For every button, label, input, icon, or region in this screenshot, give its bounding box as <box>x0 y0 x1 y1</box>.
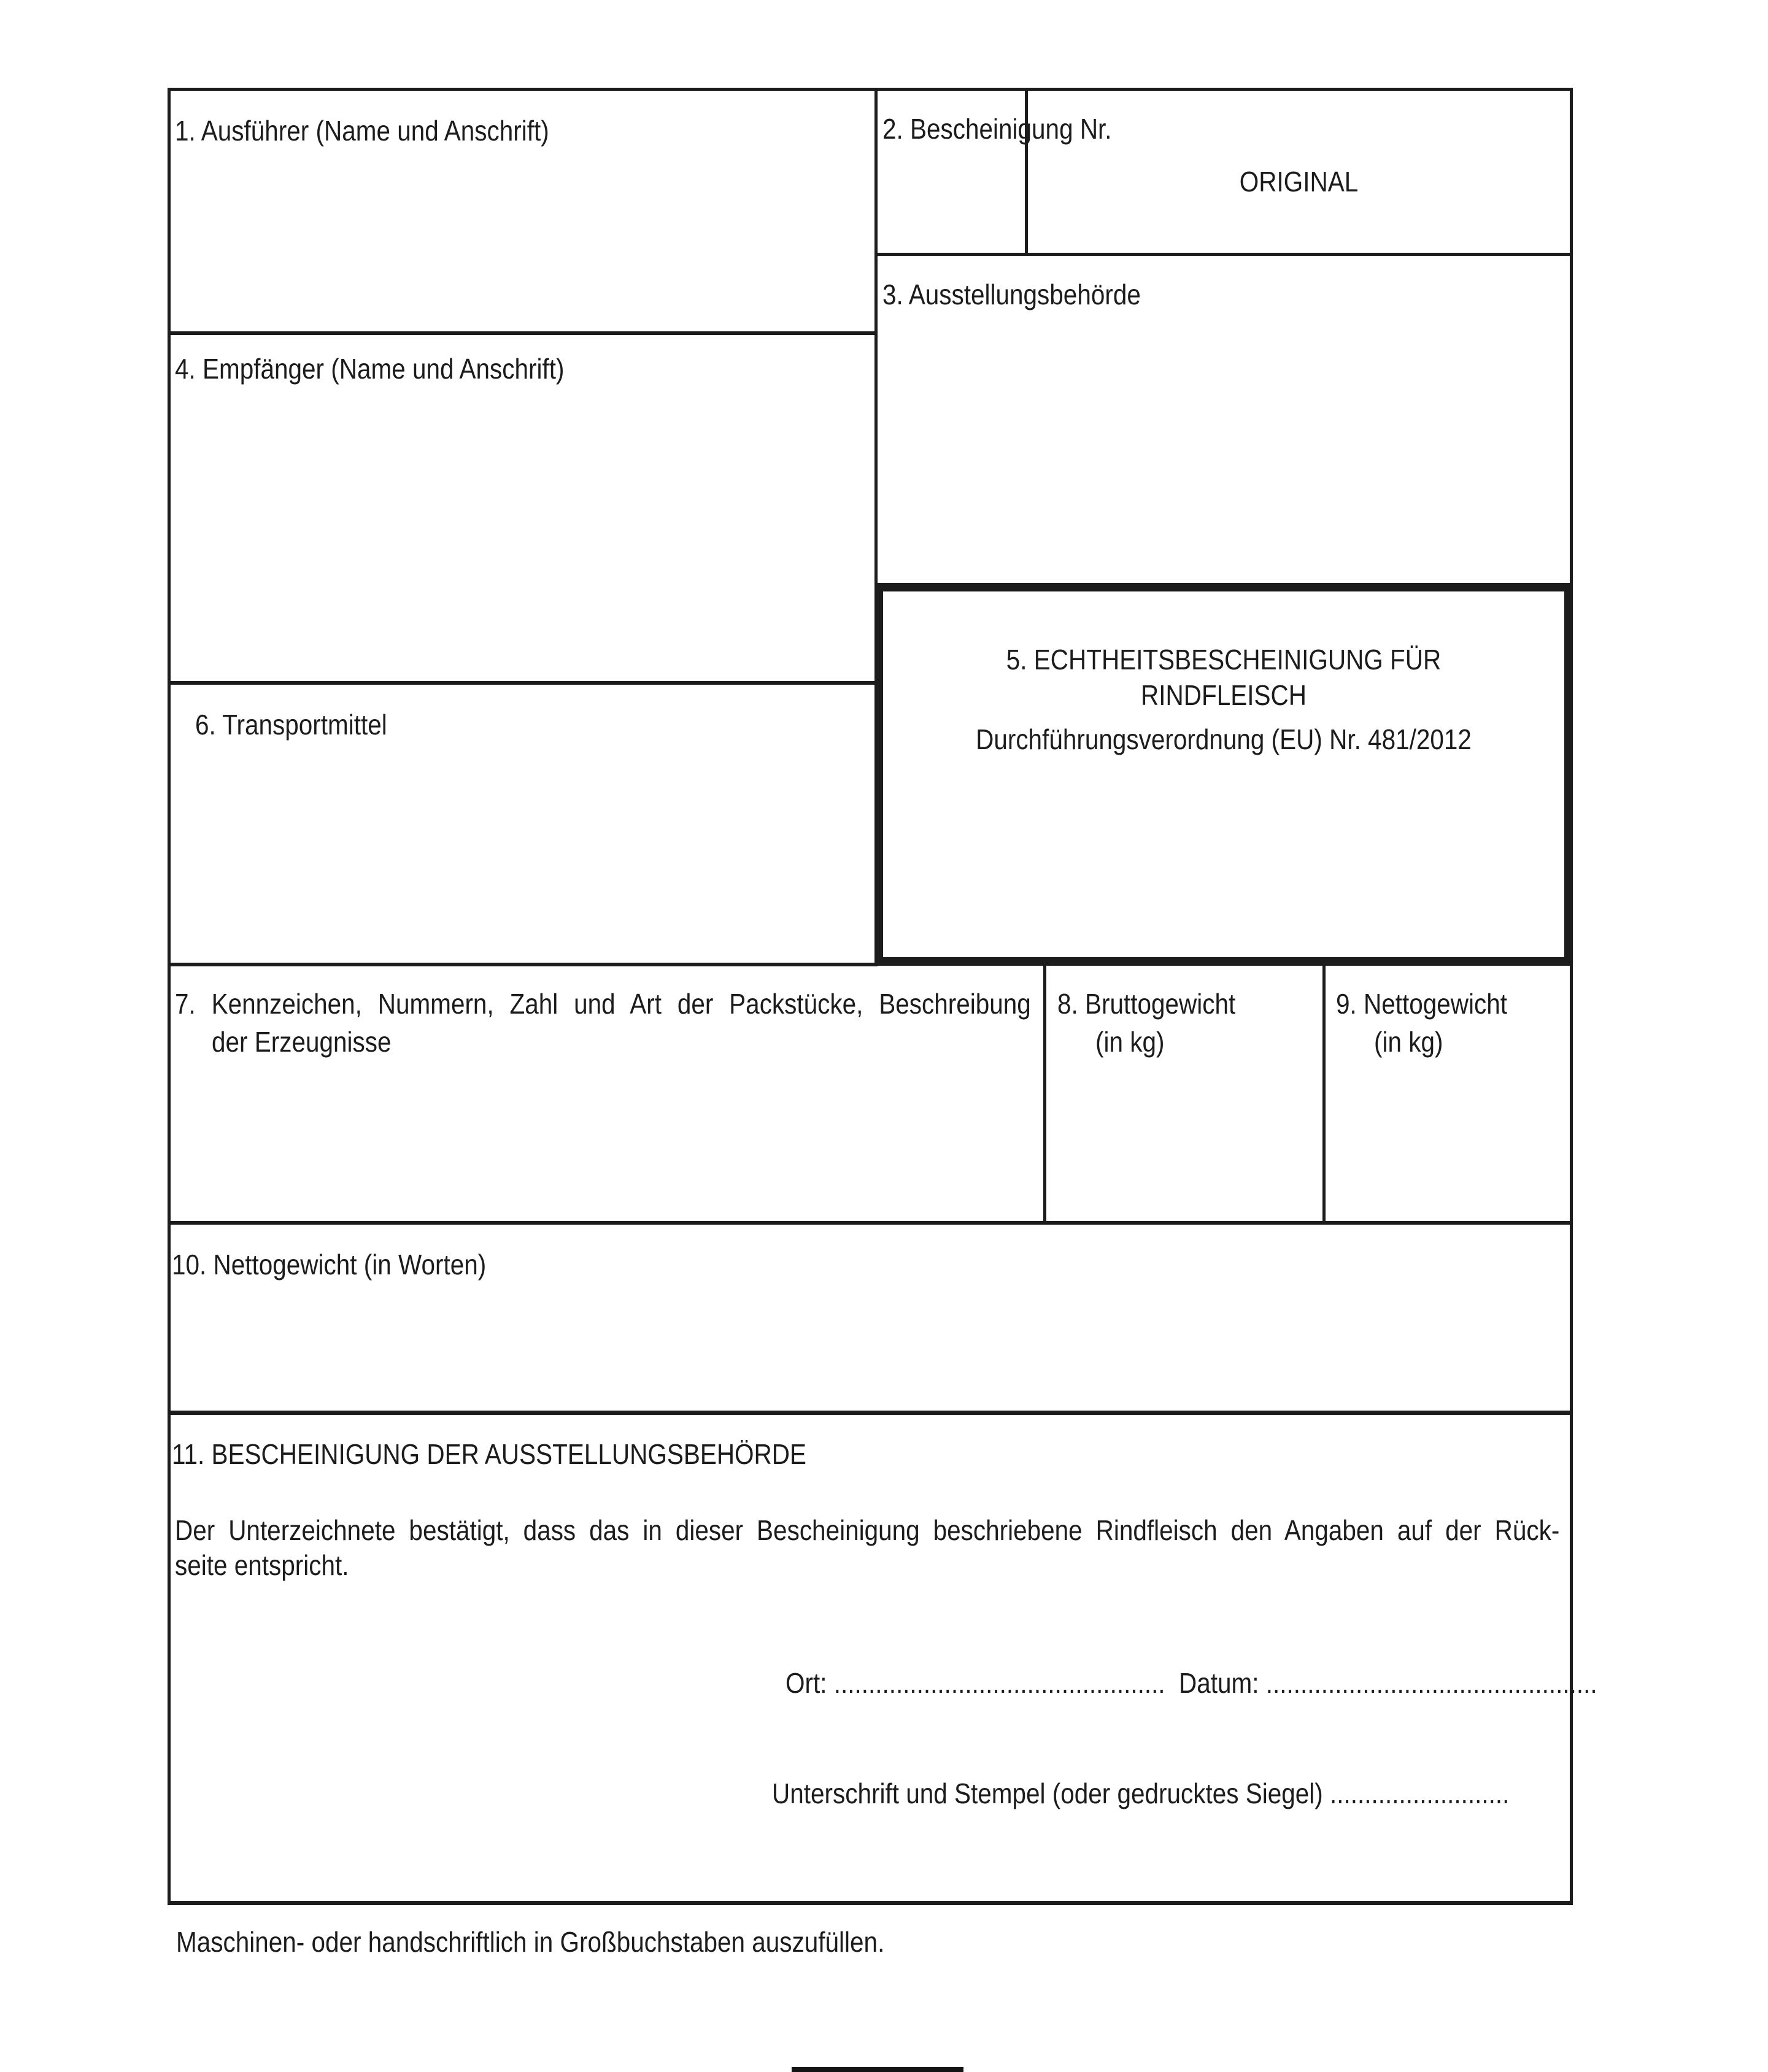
line-box4-bottom <box>168 681 878 685</box>
line-box2-bottom <box>874 253 1573 256</box>
box6-label: 6. Transportmittel <box>195 709 387 741</box>
line-bottom <box>168 1901 1573 1905</box>
signature-dotted-field: .......................... <box>1329 1777 1510 1809</box>
place-label: Ort: <box>786 1667 827 1699</box>
line-box7-box8-divider <box>1043 963 1046 1225</box>
box10-label: 10. Nettogewicht (in Worten) <box>172 1249 487 1281</box>
box3-label: 3. Ausstellungsbehörde <box>882 279 1141 310</box>
box5-thick-border <box>874 583 1573 966</box>
box2-label: 2. Bescheinigung Nr. <box>882 113 1112 145</box>
place-date-line <box>786 1666 1597 1700</box>
box11-label: 11. BESCHEINIGUNG DER AUSSTELLUNGSBEHÖRDE <box>172 1438 806 1470</box>
box5-regulation-line: Durchführungsverordnung (EU) Nr. 481/2012 <box>976 723 1472 755</box>
box5-title-line2: RINDFLEISCH <box>1141 679 1307 711</box>
box7-label-line1: 7. Kennzeichen, Nummern, Zahl und Art der Packstücke, Beschreibung <box>175 988 1031 1020</box>
box9-label-line2: (in kg) <box>1374 1026 1443 1058</box>
place-dotted-field: ................................................ <box>833 1667 1165 1699</box>
date-dotted-field: ................................................ <box>1265 1667 1597 1699</box>
footer-instruction: Maschinen- oder handschriftlich in Großbuchstaben auszufüllen. <box>176 1926 885 1958</box>
date-label: Datum: <box>1179 1667 1259 1699</box>
box1-label: 1. Ausführer (Name und Anschrift) <box>175 115 549 147</box>
box5-title-line1: 5. ECHTHEITSBESCHEINIGUNG FÜR <box>1006 644 1442 676</box>
line-box8-box9-divider <box>1322 963 1326 1225</box>
line-row789-bottom <box>168 1221 1573 1225</box>
box4-label: 4. Empfänger (Name und Anschrift) <box>175 353 565 385</box>
line-top <box>168 88 1573 91</box>
bottom-page-marker <box>792 2067 963 2072</box>
line-box1-bottom <box>168 331 878 335</box>
signature-label: Unterschrift und Stempel (oder gedrucktes Siegel) <box>772 1777 1323 1809</box>
line-right-edge <box>1570 88 1573 1905</box>
box7-label-line2: der Erzeugnisse <box>212 1026 392 1058</box>
box11-statement-line1: Der Unterzeichnete bestätigt, dass das in dieser Bescheinigung beschriebene Rindfleisch den Angaben auf der Rück- <box>175 1514 1560 1546</box>
box9-label-line1: 9. Nettogewicht <box>1336 988 1508 1020</box>
line-box6-bottom <box>168 963 878 966</box>
line-middle-divider <box>874 88 878 586</box>
original-marking: ORIGINAL <box>1239 166 1359 198</box>
line-left-edge <box>168 88 171 1905</box>
signature-line <box>772 1777 1509 1811</box>
line-box10-bottom <box>168 1411 1573 1415</box>
box8-label-line1: 8. Bruttogewicht <box>1057 988 1236 1020</box>
box11-statement-line2: seite entspricht. <box>175 1549 349 1581</box>
box8-label-line2: (in kg) <box>1095 1026 1165 1058</box>
